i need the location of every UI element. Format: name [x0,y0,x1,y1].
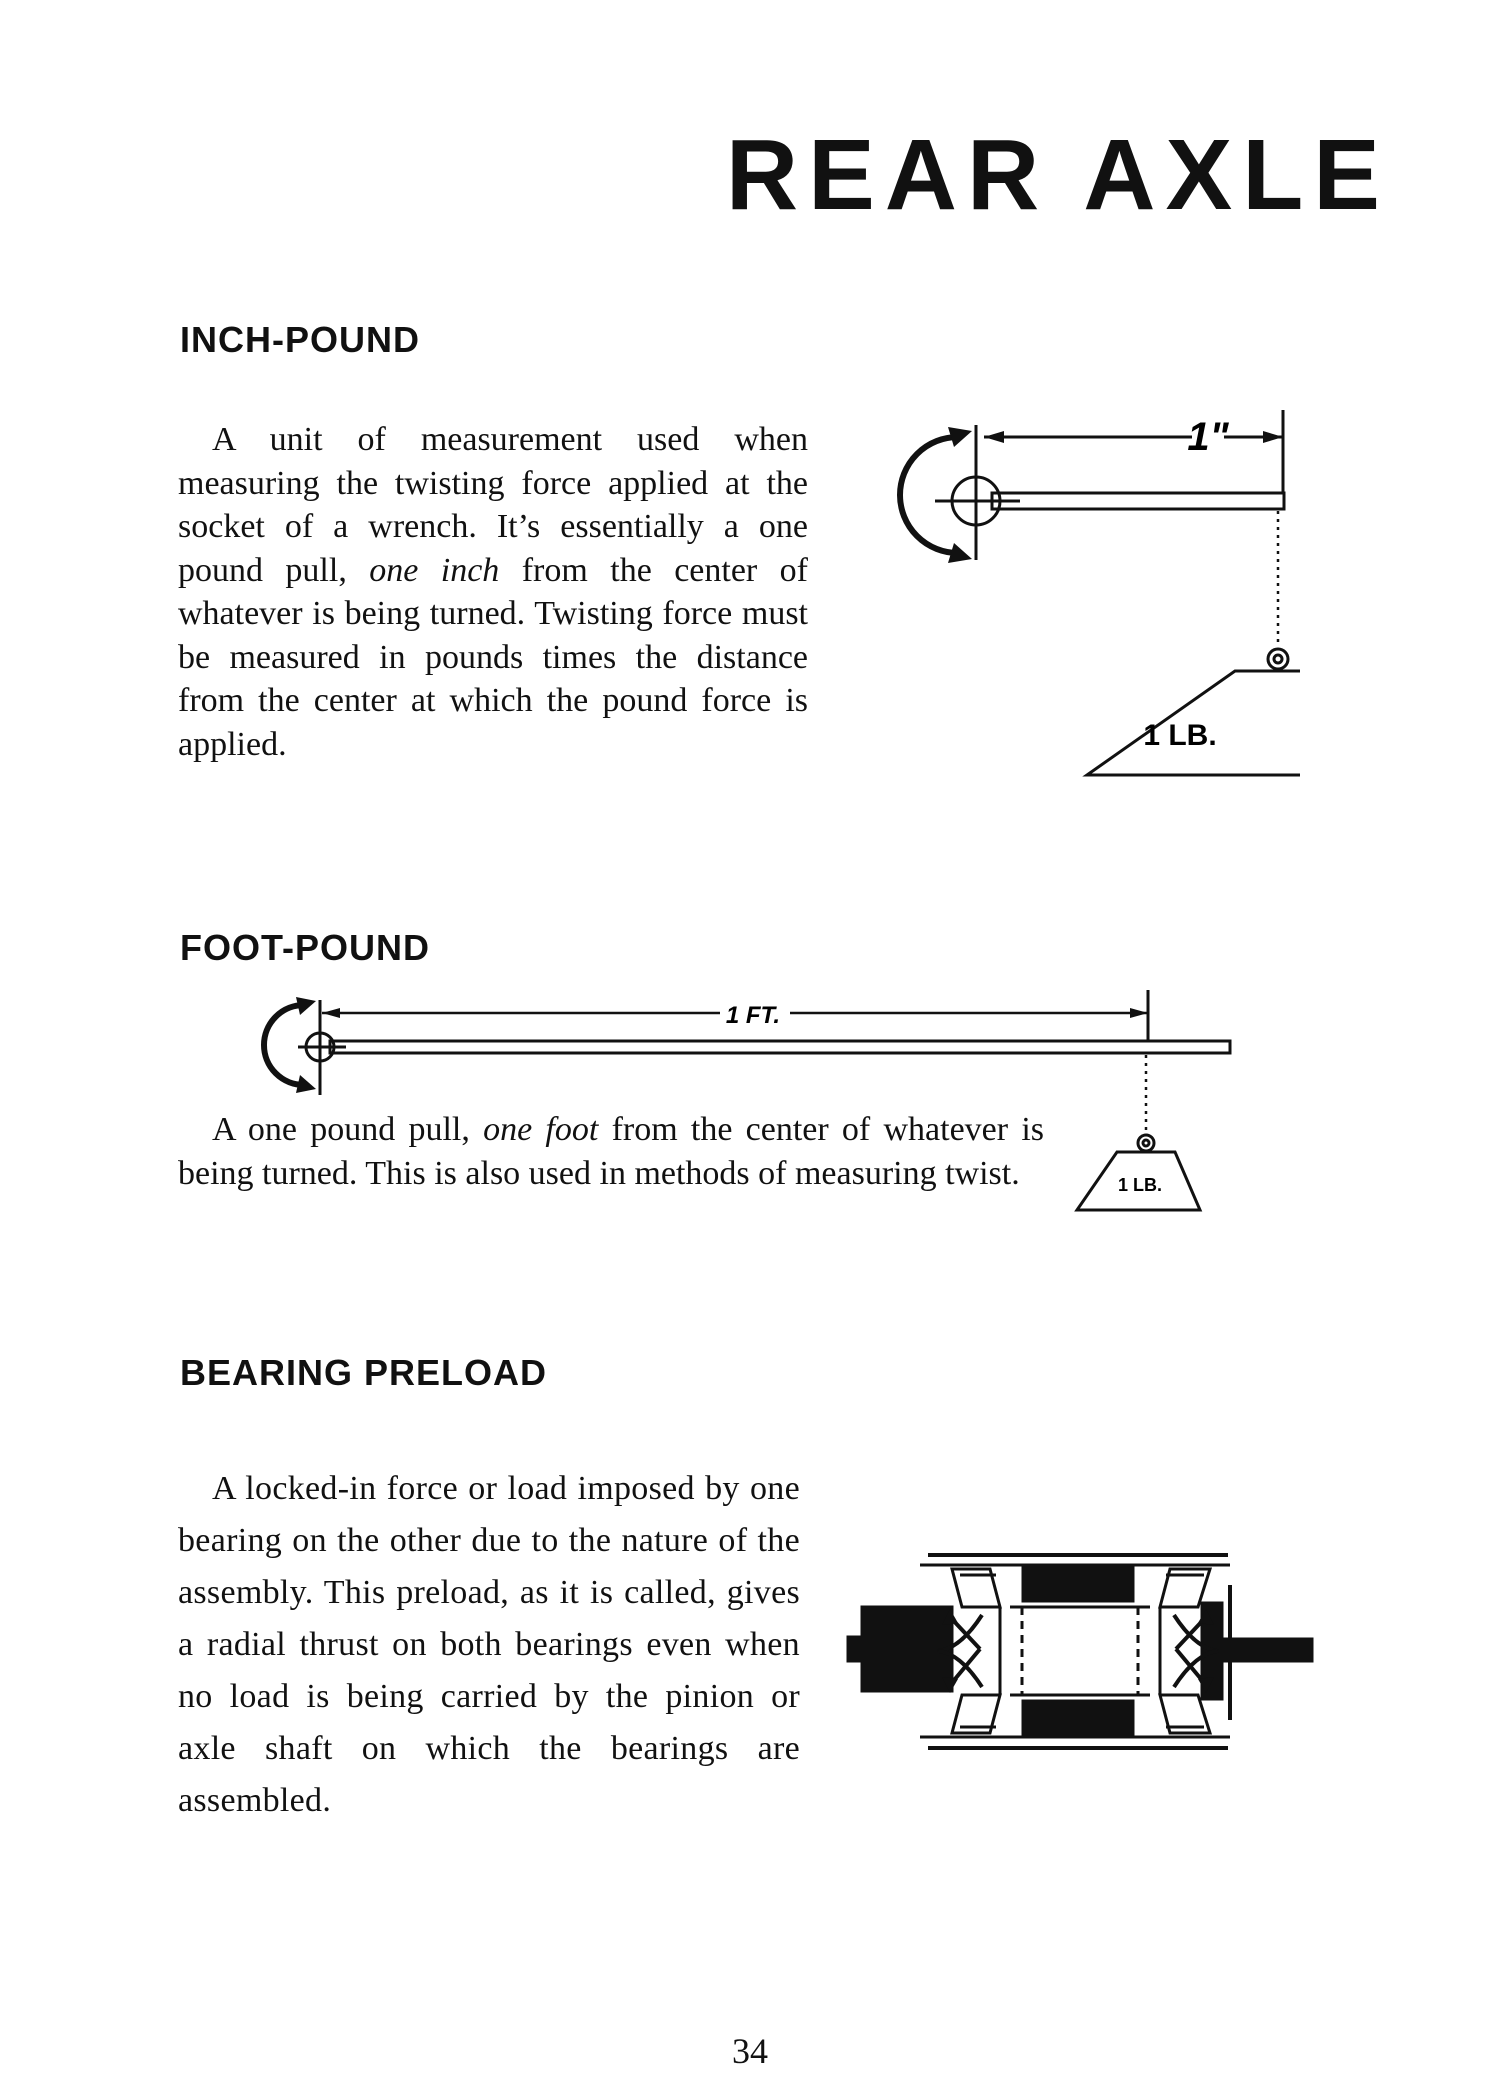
page-title: REAR AXLE [725,119,1390,231]
foot-pound-definition [178,1108,1044,1195]
section-heading-foot-pound: FOOT-POUND [180,927,430,968]
bearing-preload-definition [178,1463,800,1827]
rotation-arrow-icon [264,1005,304,1085]
rotation-arrow-icon [900,437,958,553]
foot-pound-text-start: A one pound pull, [212,1111,484,1148]
wrench-bar [330,1041,1230,1053]
section-heading-inch-pound: INCH-POUND [180,319,420,360]
wrench-bar [992,493,1284,509]
outer-race-bottom [1023,1701,1133,1735]
outer-race-top [1023,1567,1133,1601]
inch-pound-text-end: from the center of whatever is being turned. Twisting force must be measured in pounds times the distance from the center at which the pound force is applied. [178,551,808,763]
inch-pound-text-start: A unit of measurement used when measuring the twisting force applied at the socket of a wrench. It’s essentially a one pound pull, [178,421,808,589]
weight-label: 1 LB. [1143,719,1217,752]
page-number: 34 [732,2031,768,2071]
section-heading-bearing-preload: BEARING PRELOAD [180,1352,548,1393]
inch-pound-definition [178,418,808,766]
inch-pound-emphasis: one inch [369,551,500,589]
bearing-preload-text: A locked-in force or load imposed by one bearing on the other due to the nature of the assembly. This preload, as it is called, gives a radial thrust on both bearings even when no load is being carried by the pinion or axle shaft on which the bearings are assembled. [178,1470,800,1819]
foot-pound-text-end: from the center of whatever is being turned. This is also used in methods of measuring twist. [178,1111,1044,1192]
inch-pound-diagram [880,395,1300,795]
inch-distance-label: 1" [1187,415,1229,459]
foot-pound-emphasis: one foot [483,1111,599,1148]
axle-shaft [1222,1639,1312,1661]
foot-distance-label: 1 FT. [725,1002,781,1029]
weight-label: 1 LB. [1117,1175,1163,1195]
bearing-preload-diagram [840,1545,1320,1760]
